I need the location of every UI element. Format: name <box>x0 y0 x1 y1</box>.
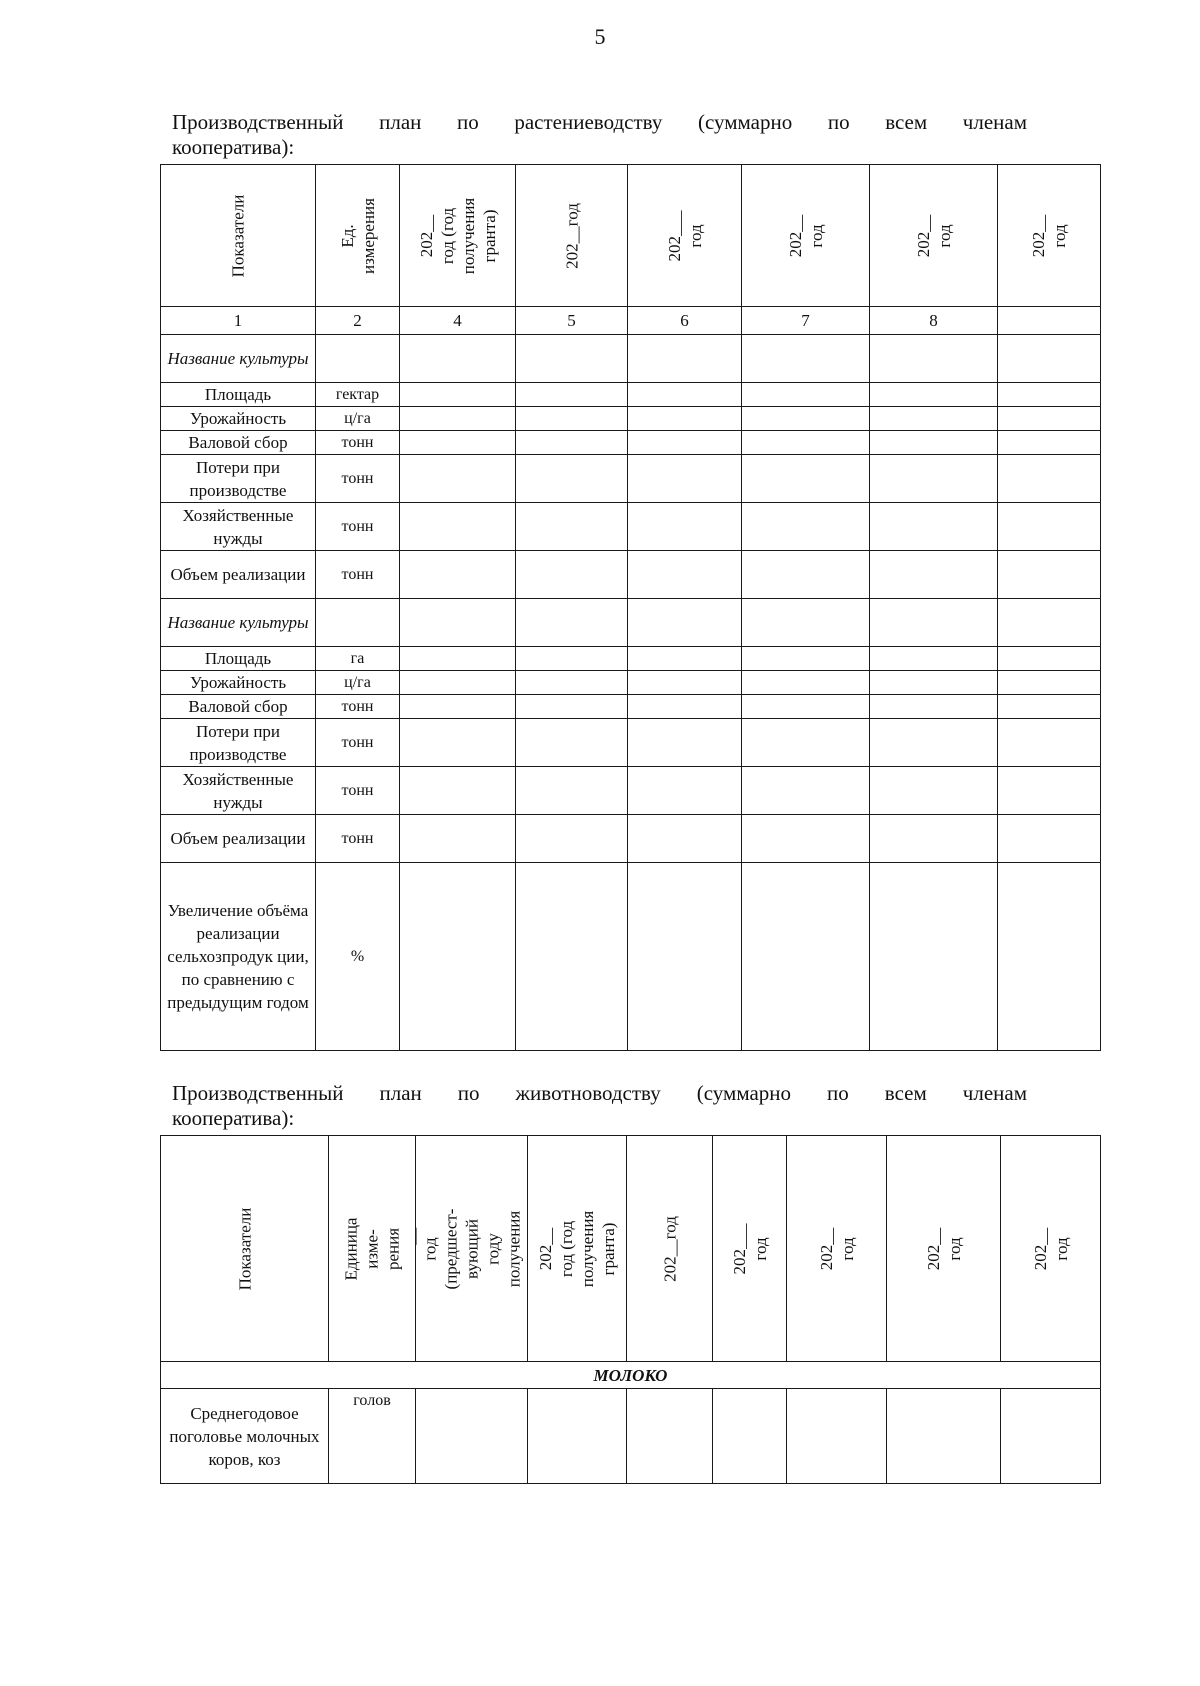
header-cell <box>400 165 516 307</box>
value-cell <box>628 407 742 431</box>
header-cell <box>870 165 998 307</box>
unit-cell <box>316 599 400 647</box>
crop-table-row <box>161 503 1101 551</box>
unit-cell: ц/га <box>316 407 400 431</box>
value-cell <box>628 431 742 455</box>
value-cell <box>400 695 516 719</box>
crop-table-row <box>161 431 1101 455</box>
value-cell <box>516 863 628 1051</box>
value-cell <box>742 455 870 503</box>
crop-table-row <box>161 455 1101 503</box>
value-cell <box>628 551 742 599</box>
value-cell <box>628 599 742 647</box>
value-cell <box>528 1389 627 1484</box>
indicator-cell: Валовой сбор <box>161 695 316 719</box>
value-cell <box>870 647 998 671</box>
unit-cell: тонн <box>316 719 400 767</box>
value-cell <box>400 503 516 551</box>
value-cell <box>742 695 870 719</box>
header-cell <box>742 165 870 307</box>
header-label: 202__ год <box>1030 1227 1071 1270</box>
value-cell <box>400 815 516 863</box>
value-cell <box>742 551 870 599</box>
value-cell <box>516 503 628 551</box>
value-cell <box>516 383 628 407</box>
value-cell <box>998 719 1101 767</box>
value-cell <box>742 503 870 551</box>
value-cell <box>628 815 742 863</box>
value-cell <box>516 455 628 503</box>
value-cell <box>628 863 742 1051</box>
value-cell <box>516 431 628 455</box>
section-row-milk <box>161 1362 1101 1389</box>
header-label: 202__ год <box>816 1227 857 1270</box>
crop-header-row <box>161 165 1101 307</box>
header-cell <box>627 1136 713 1362</box>
value-cell <box>516 719 628 767</box>
page-number: 5 <box>594 24 606 49</box>
header-cell <box>713 1136 787 1362</box>
value-cell <box>628 383 742 407</box>
header-label: 202__ год (год получения гранта) <box>536 1210 618 1287</box>
header-label: 202__ год (предшест- вующий году получения гранта) <box>415 1208 528 1289</box>
indicator-cell: Среднегодовое поголовье молочных коров, коз <box>161 1389 329 1484</box>
value-cell <box>1001 1389 1101 1484</box>
value-cell <box>400 431 516 455</box>
value-cell <box>400 647 516 671</box>
value-cell <box>628 719 742 767</box>
value-cell <box>998 599 1101 647</box>
value-cell <box>516 767 628 815</box>
indicator-cell: Валовой сбор <box>161 431 316 455</box>
value-cell <box>870 503 998 551</box>
header-label: Показатели <box>228 194 248 277</box>
header-cell <box>329 1136 416 1362</box>
header-cell <box>528 1136 627 1362</box>
value-cell <box>627 1389 713 1484</box>
header-cell <box>161 1136 329 1362</box>
column-number <box>998 307 1101 335</box>
value-cell <box>742 767 870 815</box>
header-label: 202__ год <box>1029 214 1069 257</box>
value-cell <box>516 647 628 671</box>
value-cell <box>742 335 870 383</box>
value-cell <box>628 767 742 815</box>
header-label: Единица изме- рения <box>341 1217 403 1280</box>
value-cell <box>998 671 1101 695</box>
header-label: 202__год <box>660 1215 679 1282</box>
column-number: 1 <box>161 307 316 335</box>
crop-table-row <box>161 695 1101 719</box>
column-number: 8 <box>870 307 998 335</box>
value-cell <box>400 599 516 647</box>
indicator-cell: Название культуры <box>161 599 316 647</box>
header-cell <box>416 1136 528 1362</box>
livestock-plan-heading-line2: кооператива): <box>172 1106 295 1130</box>
value-cell <box>998 335 1101 383</box>
indicator-cell: Название культуры <box>161 335 316 383</box>
value-cell <box>998 383 1101 407</box>
indicator-cell: Увеличение объёма реализации сельхозпродук ции, по сравнению с предыдущим годом <box>161 863 316 1051</box>
header-label: 202__год <box>562 202 581 269</box>
unit-cell: голов <box>329 1389 416 1484</box>
value-cell <box>870 599 998 647</box>
header-label: 202___ год <box>664 210 705 261</box>
crop-table-row <box>161 863 1101 1051</box>
value-cell <box>516 815 628 863</box>
value-cell <box>400 719 516 767</box>
header-cell <box>628 165 742 307</box>
value-cell <box>628 335 742 383</box>
livestock-production-plan-table <box>160 1135 1101 1484</box>
crop-table-row <box>161 407 1101 431</box>
crop-table-row <box>161 767 1101 815</box>
value-cell <box>787 1389 887 1484</box>
unit-cell <box>316 335 400 383</box>
value-cell <box>870 719 998 767</box>
unit-cell: ц/га <box>316 671 400 695</box>
column-number: 5 <box>516 307 628 335</box>
value-cell <box>870 695 998 719</box>
value-cell <box>400 335 516 383</box>
indicator-cell: Потери при производстве <box>161 455 316 503</box>
indicator-cell: Потери при производстве <box>161 719 316 767</box>
header-label: 202__ год <box>913 214 954 257</box>
value-cell <box>516 671 628 695</box>
value-cell <box>628 503 742 551</box>
value-cell <box>998 767 1101 815</box>
header-cell <box>887 1136 1001 1362</box>
value-cell <box>870 671 998 695</box>
crop-table-row <box>161 671 1101 695</box>
crop-table-row <box>161 719 1101 767</box>
indicator-cell: Урожайность <box>161 671 316 695</box>
unit-cell: тонн <box>316 815 400 863</box>
value-cell <box>742 599 870 647</box>
crop-table-row <box>161 647 1101 671</box>
header-cell <box>787 1136 887 1362</box>
value-cell <box>400 407 516 431</box>
value-cell <box>742 815 870 863</box>
value-cell <box>628 455 742 503</box>
value-cell <box>870 407 998 431</box>
indicator-cell: Объем реализации <box>161 551 316 599</box>
value-cell <box>742 383 870 407</box>
indicator-cell: Площадь <box>161 383 316 407</box>
section-title-milk: МОЛОКО <box>161 1362 1101 1389</box>
column-number: 4 <box>400 307 516 335</box>
crop-table-row <box>161 383 1101 407</box>
unit-cell: тонн <box>316 767 400 815</box>
value-cell <box>416 1389 528 1484</box>
value-cell <box>998 407 1101 431</box>
value-cell <box>998 695 1101 719</box>
value-cell <box>998 551 1101 599</box>
value-cell <box>400 551 516 599</box>
value-cell <box>400 383 516 407</box>
value-cell <box>998 815 1101 863</box>
livestock-plan-heading-line1: Производственный план по животноводству (суммарно по всем членам <box>172 1081 1027 1105</box>
value-cell <box>516 335 628 383</box>
value-cell <box>998 431 1101 455</box>
header-label: 202__ год <box>923 1227 964 1270</box>
value-cell <box>998 863 1101 1051</box>
value-cell <box>887 1389 1001 1484</box>
value-cell <box>998 455 1101 503</box>
value-cell <box>742 671 870 695</box>
crop-table-row <box>161 599 1101 647</box>
crop-plan-heading-line1: Производственный план по растениеводству (суммарно по всем членам <box>172 110 1027 134</box>
value-cell <box>870 767 998 815</box>
unit-cell: тонн <box>316 695 400 719</box>
value-cell <box>870 815 998 863</box>
unit-cell: тонн <box>316 455 400 503</box>
value-cell <box>713 1389 787 1484</box>
value-cell <box>516 695 628 719</box>
unit-cell: гектар <box>316 383 400 407</box>
column-number: 2 <box>316 307 400 335</box>
value-cell <box>998 647 1101 671</box>
crop-production-plan-table <box>160 164 1101 1051</box>
unit-cell: % <box>316 863 400 1051</box>
value-cell <box>742 863 870 1051</box>
value-cell <box>628 695 742 719</box>
value-cell <box>400 863 516 1051</box>
crop-table-row <box>161 551 1101 599</box>
value-cell <box>870 335 998 383</box>
indicator-cell: Урожайность <box>161 407 316 431</box>
header-label: 202___ год <box>729 1223 770 1274</box>
livestock-header-row <box>161 1136 1101 1362</box>
value-cell <box>628 671 742 695</box>
unit-cell: тонн <box>316 431 400 455</box>
unit-cell: тонн <box>316 503 400 551</box>
value-cell <box>516 599 628 647</box>
value-cell <box>742 719 870 767</box>
value-cell <box>742 407 870 431</box>
indicator-cell: Хозяйственные нужды <box>161 767 316 815</box>
header-cell <box>316 165 400 307</box>
header-label: 202__ год (год получения гранта) <box>416 197 499 274</box>
value-cell <box>516 407 628 431</box>
value-cell <box>400 767 516 815</box>
header-label: 202__ год <box>785 214 826 257</box>
header-cell <box>516 165 628 307</box>
value-cell <box>870 863 998 1051</box>
value-cell <box>516 551 628 599</box>
header-cell <box>161 165 316 307</box>
value-cell <box>870 551 998 599</box>
indicator-cell: Площадь <box>161 647 316 671</box>
value-cell <box>870 455 998 503</box>
column-number-row <box>161 307 1101 335</box>
indicator-cell: Хозяйственные нужды <box>161 503 316 551</box>
livestock-table-row <box>161 1389 1101 1484</box>
value-cell <box>870 383 998 407</box>
value-cell <box>400 455 516 503</box>
header-label: Показатели <box>235 1207 254 1290</box>
value-cell <box>400 671 516 695</box>
unit-cell: га <box>316 647 400 671</box>
value-cell <box>742 647 870 671</box>
crop-plan-heading-line2: кооператива): <box>172 135 295 159</box>
crop-table-row <box>161 335 1101 383</box>
crop-table-row <box>161 815 1101 863</box>
value-cell <box>998 503 1101 551</box>
value-cell <box>870 431 998 455</box>
indicator-cell: Объем реализации <box>161 815 316 863</box>
header-label: Ед. измерения <box>337 197 378 274</box>
unit-cell: тонн <box>316 551 400 599</box>
column-number: 7 <box>742 307 870 335</box>
header-cell <box>1001 1136 1101 1362</box>
value-cell <box>628 647 742 671</box>
value-cell <box>742 431 870 455</box>
column-number: 6 <box>628 307 742 335</box>
header-cell <box>998 165 1101 307</box>
